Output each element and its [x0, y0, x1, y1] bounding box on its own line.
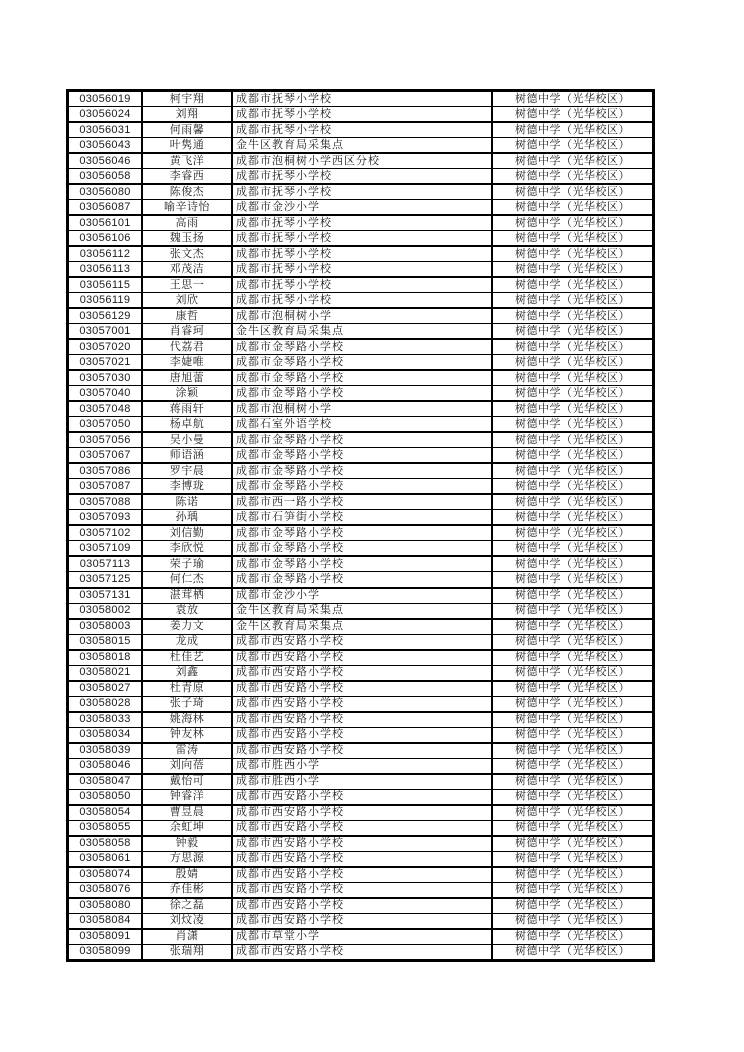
- table-row: [69, 464, 652, 479]
- cell-primary-school: 成都市金琴路小学校: [233, 464, 493, 478]
- cell-assigned-school: 树德中学（光华校区）: [515, 821, 630, 834]
- table-row: [69, 216, 652, 231]
- cell-student-id: 03058050: [69, 790, 143, 804]
- cell-student-name: 李博珑: [143, 479, 233, 493]
- cell-primary-school: 成都市金琴路小学校: [233, 433, 493, 447]
- cell-primary-school: 成都市抚琴小学校: [233, 107, 493, 121]
- cell-assigned-school: 树德中学（光华校区）: [515, 682, 630, 695]
- table-row: [69, 154, 652, 169]
- cell-assigned-school: 树德中学（光华校区）: [515, 914, 630, 927]
- table-row: [69, 821, 652, 837]
- cell-student-id: 03056019: [69, 92, 143, 106]
- table-row: [69, 666, 652, 682]
- cell-student-name: 魏玉扬: [143, 231, 233, 245]
- cell-student-id: 03058074: [69, 868, 143, 882]
- table-row: [69, 324, 652, 340]
- cell-student-id: 03058046: [69, 759, 143, 773]
- cell-primary-school: 成都市金琴路小学校: [233, 557, 493, 571]
- cell-assigned-school: 树德中学（光华校区）: [515, 262, 630, 275]
- cell-student-id: 03057087: [69, 479, 143, 493]
- cell-student-name: 黄飞洋: [143, 154, 233, 168]
- cell-student-name: 何仁杰: [143, 572, 233, 586]
- cell-primary-school: 成都市金琴路小学校: [233, 448, 493, 462]
- student-table: [66, 89, 655, 962]
- cell-assigned-school: 树德中学（光华校区）: [515, 448, 630, 461]
- table-row: [69, 744, 652, 759]
- table-row: [69, 107, 652, 123]
- cell-assigned-school: 树德中学（光华校区）: [515, 572, 630, 585]
- cell-student-id: 03057067: [69, 448, 143, 462]
- table-row: [69, 495, 652, 510]
- cell-assigned-school: 树德中学（光华校区）: [515, 402, 630, 415]
- cell-student-id: 03057088: [69, 495, 143, 509]
- cell-primary-school: 成都市西一路小学校: [233, 495, 493, 509]
- cell-student-id: 03058091: [69, 930, 143, 944]
- cell-student-id: 03056087: [69, 200, 143, 214]
- cell-assigned-school: 树德中学（光华校区）: [515, 278, 630, 291]
- cell-student-id: 03057030: [69, 371, 143, 385]
- cell-student-id: 03057040: [69, 386, 143, 400]
- cell-primary-school: 成都市西安路小学校: [233, 713, 493, 727]
- cell-assigned-school: 树德中学（光华校区）: [515, 589, 630, 601]
- cell-student-name: 龙成: [143, 635, 233, 649]
- cell-assigned-school: 树德中学（光华校区）: [515, 309, 630, 322]
- cell-student-name: 刘信勤: [143, 526, 233, 540]
- cell-assigned-school: 树德中学（光华校区）: [515, 92, 630, 105]
- cell-student-name: 罗宇晨: [143, 464, 233, 478]
- cell-primary-school: 成都市泡桐树小学西区分校: [233, 154, 493, 168]
- cell-student-name: 张瑞翔: [143, 945, 233, 959]
- cell-primary-school: 成都市西安路小学校: [233, 651, 493, 665]
- table-row: [69, 759, 652, 775]
- cell-primary-school: 成都市抚琴小学校: [233, 185, 493, 199]
- cell-student-name: 雷涛: [143, 744, 233, 758]
- cell-assigned-school: 树德中学（光华校区）: [515, 154, 630, 167]
- table-row: [69, 200, 652, 216]
- cell-student-name: 刘翔: [143, 107, 233, 121]
- cell-assigned-school: 树德中学（光华校区）: [515, 138, 630, 151]
- cell-student-id: 03056129: [69, 309, 143, 323]
- table-row: [69, 262, 652, 278]
- cell-student-id: 03056101: [69, 216, 143, 230]
- cell-primary-school: 成都市抚琴小学校: [233, 169, 493, 183]
- cell-student-name: 荣子瑜: [143, 557, 233, 571]
- table-row: [69, 790, 652, 806]
- cell-student-id: 03056080: [69, 185, 143, 199]
- table-row: [69, 728, 652, 744]
- cell-student-id: 03058002: [69, 604, 143, 618]
- cell-student-id: 03057109: [69, 541, 143, 555]
- cell-student-name: 徐之磊: [143, 899, 233, 913]
- cell-assigned-school: 树德中学（光华校区）: [515, 790, 630, 803]
- cell-primary-school: 成都市金琴路小学校: [233, 572, 493, 586]
- cell-assigned-school: 树德中学（光华校区）: [515, 216, 630, 229]
- cell-assigned-school: 树德中学（光华校区）: [515, 169, 630, 182]
- cell-student-id: 03058021: [69, 666, 143, 680]
- table-row: [69, 837, 652, 852]
- cell-assigned-school: 树德中学（光华校区）: [515, 635, 630, 648]
- cell-student-name: 钟友林: [143, 728, 233, 742]
- cell-student-name: 李婕唯: [143, 355, 233, 369]
- cell-student-id: 03058033: [69, 713, 143, 727]
- cell-student-name: 钟睿洋: [143, 790, 233, 804]
- cell-assigned-school: 树德中学（光华校区）: [515, 837, 630, 850]
- cell-student-id: 03057056: [69, 433, 143, 447]
- cell-primary-school: 成都市金沙小学: [233, 200, 493, 214]
- cell-student-name: 李睿西: [143, 169, 233, 183]
- cell-primary-school: 成都市抚琴小学校: [233, 123, 493, 137]
- cell-student-name: 杜青原: [143, 682, 233, 696]
- cell-primary-school: 成都市西安路小学校: [233, 899, 493, 913]
- cell-primary-school: 成都市西安路小学校: [233, 682, 493, 696]
- cell-student-name: 涂颖: [143, 386, 233, 400]
- cell-student-name: 张文杰: [143, 247, 233, 261]
- table-row: [69, 945, 652, 959]
- cell-primary-school: 金牛区教育局采集点: [233, 604, 493, 618]
- cell-assigned-school: 树德中学（光华校区）: [515, 759, 630, 772]
- cell-student-id: 03057020: [69, 340, 143, 354]
- cell-student-name: 师语涵: [143, 448, 233, 462]
- cell-student-name: 刘向蓓: [143, 759, 233, 773]
- cell-primary-school: 成都市金沙小学: [233, 589, 493, 603]
- cell-student-id: 03056046: [69, 154, 143, 168]
- table-row: [69, 169, 652, 185]
- cell-student-name: 袁放: [143, 604, 233, 618]
- cell-primary-school: 成都市西安路小学校: [233, 837, 493, 851]
- cell-student-name: 张子琦: [143, 697, 233, 711]
- table-row: [69, 340, 652, 355]
- cell-student-name: 杜佳艺: [143, 651, 233, 665]
- cell-student-id: 03058027: [69, 682, 143, 696]
- table-row: [69, 355, 652, 371]
- cell-assigned-school: 树德中学（光华校区）: [515, 666, 630, 679]
- cell-assigned-school: 树德中学（光华校区）: [515, 604, 630, 617]
- table-row: [69, 433, 652, 448]
- cell-student-id: 03057001: [69, 324, 143, 338]
- table-row: [69, 526, 652, 541]
- table-row: [69, 231, 652, 247]
- cell-primary-school: 成都市胜西小学: [233, 775, 493, 789]
- cell-primary-school: 成都石室外语学校: [233, 417, 493, 431]
- table-row: [69, 572, 652, 588]
- cell-assigned-school: 树德中学（光华校区）: [515, 868, 630, 881]
- cell-primary-school: 成都市金琴路小学校: [233, 541, 493, 555]
- cell-student-name: 蒋雨轩: [143, 402, 233, 416]
- cell-assigned-school: 树德中学（光华校区）: [515, 899, 630, 912]
- table-row: [69, 651, 652, 666]
- cell-primary-school: 成都市西安路小学校: [233, 821, 493, 835]
- cell-student-name: 乔佳彬: [143, 883, 233, 897]
- cell-assigned-school: 树德中学（光华校区）: [515, 324, 630, 337]
- table-row: [69, 247, 652, 262]
- cell-assigned-school: 树德中学（光华校区）: [515, 417, 630, 430]
- cell-student-name: 孙瑀: [143, 510, 233, 524]
- table-row: [69, 510, 652, 526]
- cell-primary-school: 成都市抚琴小学校: [233, 262, 493, 276]
- cell-student-name: 杨卓航: [143, 417, 233, 431]
- cell-student-id: 03058039: [69, 744, 143, 758]
- table-row: [69, 123, 652, 138]
- cell-primary-school: 成都市石笋街小学校: [233, 510, 493, 524]
- cell-assigned-school: 树德中学（光华校区）: [515, 107, 630, 120]
- cell-assigned-school: 树德中学（光华校区）: [515, 371, 630, 384]
- cell-student-id: 03057021: [69, 355, 143, 369]
- cell-assigned-school: 树德中学（光华校区）: [515, 526, 630, 539]
- table-row: [69, 620, 652, 635]
- cell-primary-school: 成都市金琴路小学校: [233, 371, 493, 385]
- cell-student-name: 柯宇翔: [143, 92, 233, 106]
- cell-assigned-school: 树德中学（光华校区）: [515, 355, 630, 368]
- cell-student-id: 03057086: [69, 464, 143, 478]
- table-row: [69, 589, 652, 604]
- cell-student-id: 03058003: [69, 620, 143, 634]
- cell-student-name: 王思一: [143, 278, 233, 292]
- cell-assigned-school: 树德中学（光华校区）: [515, 541, 630, 554]
- cell-assigned-school: 树德中学（光华校区）: [515, 479, 630, 492]
- table-row: [69, 448, 652, 464]
- cell-student-name: 刘鑫: [143, 666, 233, 680]
- table-row: [69, 883, 652, 899]
- cell-primary-school: 成都市抚琴小学校: [233, 216, 493, 230]
- cell-student-id: 03057131: [69, 589, 143, 603]
- cell-primary-school: 成都市抚琴小学校: [233, 231, 493, 245]
- cell-primary-school: 金牛区教育局采集点: [233, 138, 493, 152]
- cell-student-id: 03057048: [69, 402, 143, 416]
- cell-student-name: 刘炆凌: [143, 914, 233, 928]
- cell-assigned-school: 树德中学（光华校区）: [515, 200, 630, 213]
- cell-student-id: 03058054: [69, 806, 143, 820]
- cell-primary-school: 成都市金琴路小学校: [233, 340, 493, 354]
- cell-student-name: 李欣悦: [143, 541, 233, 555]
- cell-student-name: 余虹坤: [143, 821, 233, 835]
- cell-primary-school: 金牛区教育局采集点: [233, 620, 493, 634]
- cell-assigned-school: 树德中学（光华校区）: [515, 697, 630, 710]
- cell-primary-school: 成都市金琴路小学校: [233, 526, 493, 540]
- cell-student-id: 03056119: [69, 293, 143, 307]
- cell-primary-school: 成都市草堂小学: [233, 930, 493, 944]
- cell-student-id: 03058084: [69, 914, 143, 928]
- cell-student-name: 钟毅: [143, 837, 233, 851]
- table-row: [69, 852, 652, 868]
- cell-student-name: 殷婧: [143, 868, 233, 882]
- cell-student-name: 戴怡可: [143, 775, 233, 789]
- cell-primary-school: 成都市西安路小学校: [233, 883, 493, 897]
- cell-student-name: 吴小曼: [143, 433, 233, 447]
- cell-assigned-school: 树德中学（光华校区）: [515, 510, 630, 523]
- table-row: [69, 417, 652, 433]
- cell-primary-school: 成都市西安路小学校: [233, 666, 493, 680]
- cell-student-id: 03058099: [69, 945, 143, 959]
- cell-student-name: 肖睿珂: [143, 324, 233, 338]
- cell-assigned-school: 树德中学（光华校区）: [515, 386, 630, 399]
- table-row: [69, 868, 652, 883]
- cell-student-name: 喻辛诗怡: [143, 200, 233, 214]
- cell-student-id: 03057102: [69, 526, 143, 540]
- cell-assigned-school: 树德中学（光华校区）: [515, 930, 630, 943]
- cell-primary-school: 成都市泡桐树小学: [233, 309, 493, 323]
- cell-assigned-school: 树德中学（光华校区）: [515, 806, 630, 819]
- cell-assigned-school: 树德中学（光华校区）: [515, 123, 630, 136]
- cell-student-name: 姚海林: [143, 713, 233, 727]
- table-row: [69, 930, 652, 945]
- cell-primary-school: 成都市西安路小学校: [233, 945, 493, 959]
- cell-student-id: 03058058: [69, 837, 143, 851]
- cell-primary-school: 金牛区教育局采集点: [233, 324, 493, 338]
- cell-primary-school: 成都市西安路小学校: [233, 697, 493, 711]
- cell-student-id: 03058034: [69, 728, 143, 742]
- table-row: [69, 138, 652, 154]
- cell-student-name: 曹昱晨: [143, 806, 233, 820]
- cell-student-name: 叶隽通: [143, 138, 233, 152]
- cell-student-name: 刘欣: [143, 293, 233, 307]
- table-row: [69, 682, 652, 697]
- table-row: [69, 185, 652, 200]
- table-row: [69, 635, 652, 651]
- table-row: [69, 806, 652, 821]
- cell-assigned-school: 树德中学（光华校区）: [515, 464, 630, 477]
- cell-student-name: 姜力文: [143, 620, 233, 634]
- cell-assigned-school: 树德中学（光华校区）: [515, 883, 630, 896]
- cell-student-id: 03058015: [69, 635, 143, 649]
- table-row: [69, 278, 652, 293]
- cell-student-id: 03057093: [69, 510, 143, 524]
- table-row: [69, 604, 652, 620]
- cell-primary-school: 成都市金琴路小学校: [233, 355, 493, 369]
- cell-assigned-school: 树德中学（光华校区）: [515, 651, 630, 664]
- table-row: [69, 899, 652, 914]
- cell-student-id: 03056106: [69, 231, 143, 245]
- table-row: [69, 541, 652, 557]
- cell-student-id: 03056031: [69, 123, 143, 137]
- table-row: [69, 713, 652, 728]
- cell-assigned-school: 树德中学（光华校区）: [515, 340, 630, 353]
- cell-student-name: 代荔君: [143, 340, 233, 354]
- cell-primary-school: 成都市西安路小学校: [233, 852, 493, 866]
- table-row: [69, 697, 652, 713]
- cell-assigned-school: 树德中学（光华校区）: [515, 433, 630, 446]
- cell-assigned-school: 树德中学（光华校区）: [515, 713, 630, 726]
- cell-student-id: 03058047: [69, 775, 143, 789]
- cell-student-id: 03058080: [69, 899, 143, 913]
- cell-student-id: 03056112: [69, 247, 143, 261]
- cell-assigned-school: 树德中学（光华校区）: [515, 293, 630, 306]
- cell-primary-school: 成都市抚琴小学校: [233, 293, 493, 307]
- cell-student-id: 03056113: [69, 262, 143, 276]
- table-row: [69, 402, 652, 417]
- cell-student-name: 康哲: [143, 309, 233, 323]
- table-row: [69, 371, 652, 386]
- cell-assigned-school: 树德中学（光华校区）: [515, 247, 630, 260]
- cell-assigned-school: 树德中学（光华校区）: [515, 620, 630, 633]
- table-row: [69, 386, 652, 402]
- cell-student-id: 03057050: [69, 417, 143, 431]
- cell-student-id: 03058076: [69, 883, 143, 897]
- cell-student-id: 03056043: [69, 138, 143, 152]
- cell-primary-school: 成都市西安路小学校: [233, 728, 493, 742]
- cell-assigned-school: 树德中学（光华校区）: [515, 185, 630, 198]
- cell-student-id: 03056024: [69, 107, 143, 121]
- cell-student-id: 03058055: [69, 821, 143, 835]
- cell-student-name: 陈俊杰: [143, 185, 233, 199]
- cell-assigned-school: 树德中学（光华校区）: [515, 775, 630, 788]
- cell-student-name: 肖潇: [143, 930, 233, 944]
- cell-primary-school: 成都市西安路小学校: [233, 914, 493, 928]
- cell-student-id: 03056058: [69, 169, 143, 183]
- cell-primary-school: 成都市西安路小学校: [233, 806, 493, 820]
- cell-primary-school: 成都市西安路小学校: [233, 868, 493, 882]
- cell-student-id: 03058018: [69, 651, 143, 665]
- table-row: [69, 557, 652, 572]
- cell-primary-school: 成都市金琴路小学校: [233, 479, 493, 493]
- cell-student-id: 03056115: [69, 278, 143, 292]
- cell-assigned-school: 树德中学（光华校区）: [515, 728, 630, 741]
- cell-assigned-school: 树德中学（光华校区）: [515, 231, 630, 244]
- table-row: [69, 479, 652, 495]
- cell-student-id: 03057113: [69, 557, 143, 571]
- table-row: [69, 914, 652, 930]
- table-row: [69, 92, 652, 107]
- cell-student-name: 邓茂洁: [143, 262, 233, 276]
- cell-student-id: 03058061: [69, 852, 143, 866]
- cell-student-id: 03058028: [69, 697, 143, 711]
- cell-assigned-school: 树德中学（光华校区）: [515, 945, 630, 958]
- table-row: [69, 293, 652, 309]
- cell-primary-school: 成都市西安路小学校: [233, 790, 493, 804]
- table-row: [69, 309, 652, 324]
- cell-assigned-school: 树德中学（光华校区）: [515, 557, 630, 570]
- table-row: [69, 775, 652, 790]
- cell-student-name: 方思源: [143, 852, 233, 866]
- cell-student-name: 唐旭蕾: [143, 371, 233, 385]
- cell-primary-school: 成都市胜西小学: [233, 759, 493, 773]
- cell-primary-school: 成都市抚琴小学校: [233, 247, 493, 261]
- cell-primary-school: 成都市西安路小学校: [233, 744, 493, 758]
- cell-assigned-school: 树德中学（光华校区）: [515, 852, 630, 865]
- cell-primary-school: 成都市抚琴小学校: [233, 92, 493, 106]
- cell-primary-school: 成都市抚琴小学校: [233, 278, 493, 292]
- cell-primary-school: 成都市金琴路小学校: [233, 386, 493, 400]
- cell-assigned-school: 树德中学（光华校区）: [515, 744, 630, 757]
- cell-student-name: 湛茸栖: [143, 589, 233, 603]
- cell-student-name: 陈诺: [143, 495, 233, 509]
- cell-student-name: 何雨馨: [143, 123, 233, 137]
- cell-student-id: 03057125: [69, 572, 143, 586]
- cell-assigned-school: 树德中学（光华校区）: [515, 495, 630, 508]
- cell-student-name: 高雨: [143, 216, 233, 230]
- cell-primary-school: 成都市泡桐树小学: [233, 402, 493, 416]
- cell-primary-school: 成都市西安路小学校: [233, 635, 493, 649]
